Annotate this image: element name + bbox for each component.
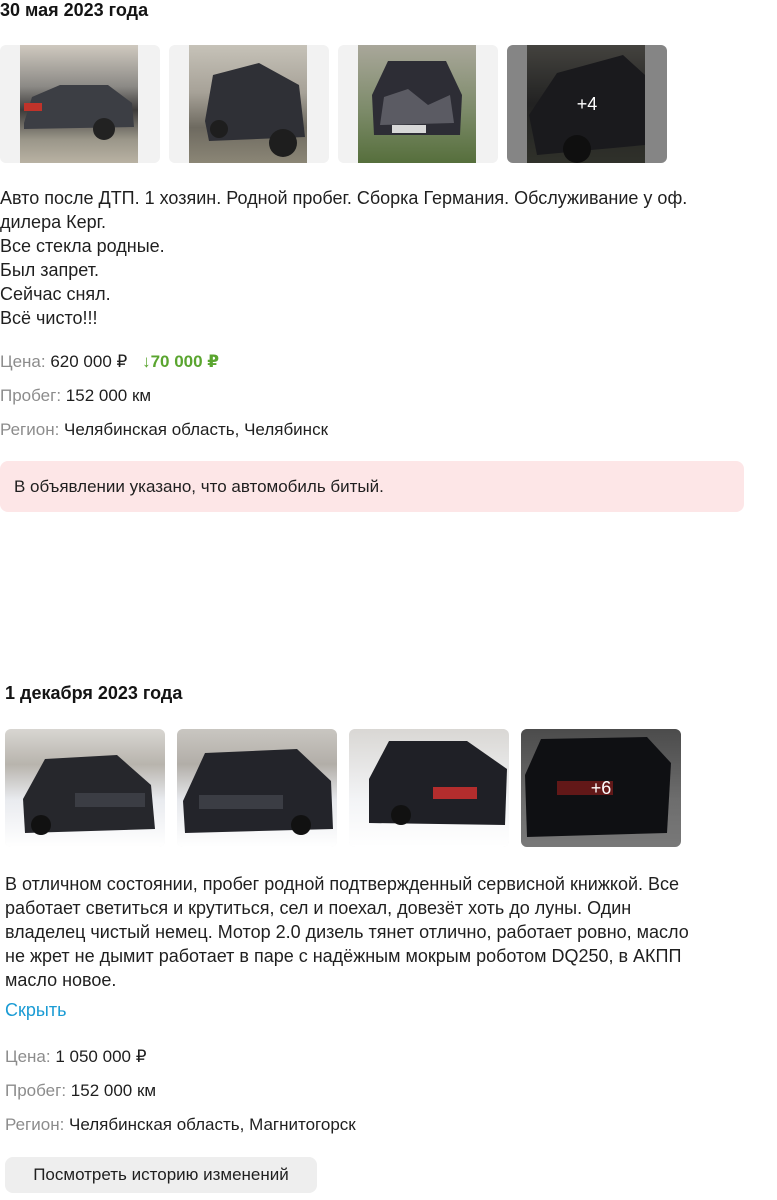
mileage-row [0, 386, 151, 406]
damaged-car-alert: В объявлении указано, что автомобиль битый. [0, 461, 744, 512]
hide-description-link[interactable]: Скрыть [5, 1000, 67, 1020]
description-line: не жрет не дымит работает в паре с надёжным мокрым роботом DQ250, в АКПП [5, 946, 682, 966]
car-photo-icon [358, 45, 476, 163]
region-label: Регион: [0, 420, 60, 439]
gallery-photo[interactable] [338, 45, 498, 163]
more-photos-count: +4 [507, 45, 667, 163]
mileage-value: 152 000 км [70, 1081, 157, 1100]
gallery-photo[interactable] [5, 729, 165, 847]
description-line: Авто после ДТП. 1 хозяин. Родной пробег. Сборка Германия. Обслуживание у оф. [0, 188, 688, 208]
car-photo-icon [189, 45, 307, 163]
description-line: владелец чистый немец. Мотор 2.0 дизель тянет отлично, работает ровно, масло [5, 922, 689, 942]
region-row [5, 1115, 356, 1135]
price-value: 620 000 ₽ [50, 352, 128, 371]
gallery-photo[interactable] [169, 45, 329, 163]
mileage-value: 152 000 км [65, 386, 152, 405]
description-line: Все стекла родные. [0, 236, 165, 256]
mileage-row [5, 1081, 156, 1101]
listing-date: 30 мая 2023 года [0, 0, 149, 20]
mileage-label: Пробег: [0, 386, 62, 405]
description-line: Был запрет. [0, 260, 99, 280]
car-photo-icon [5, 729, 165, 847]
region-row [0, 420, 328, 440]
gallery-photo-more[interactable] [507, 45, 667, 163]
view-history-button[interactable]: Посмотреть историю изменений [5, 1157, 317, 1193]
listing-date: 1 декабря 2023 года [5, 683, 183, 703]
region-value: Челябинская область, Магнитогорск [69, 1115, 356, 1134]
price-label: Цена: [5, 1047, 51, 1066]
price-drop-badge: ↓70 000 ₽ [142, 352, 220, 371]
car-photo-icon [349, 729, 509, 847]
region-value: Челябинская область, Челябинск [64, 420, 329, 439]
mileage-label: Пробег: [5, 1081, 67, 1100]
price-label: Цена: [0, 352, 46, 371]
gallery-photo[interactable] [177, 729, 337, 847]
price-row [0, 352, 219, 372]
price-row [5, 1047, 147, 1067]
description-line: Всё чисто!!! [0, 308, 98, 328]
listing-description [0, 186, 687, 330]
gallery-photo-more[interactable] [521, 729, 681, 847]
gallery-photo[interactable] [0, 45, 160, 163]
description-line: масло новое. [5, 970, 117, 990]
listing-description [5, 872, 689, 992]
photo-gallery [0, 45, 676, 163]
region-label: Регион: [5, 1115, 65, 1134]
description-line: работает светиться и крутиться, сел и поехал, довезёт хоть до луны. Один [5, 898, 632, 918]
description-line: дилера Керг. [0, 212, 106, 232]
price-value: 1 050 000 ₽ [55, 1047, 147, 1066]
car-photo-icon [20, 45, 138, 163]
photo-gallery [5, 729, 690, 847]
car-photo-icon [177, 729, 337, 847]
gallery-photo[interactable] [349, 729, 509, 847]
description-line: В отличном состоянии, пробег родной подтвержденный сервисной книжкой. Все [5, 874, 680, 894]
more-photos-count: +6 [521, 729, 681, 847]
description-line: Сейчас снял. [0, 284, 111, 304]
